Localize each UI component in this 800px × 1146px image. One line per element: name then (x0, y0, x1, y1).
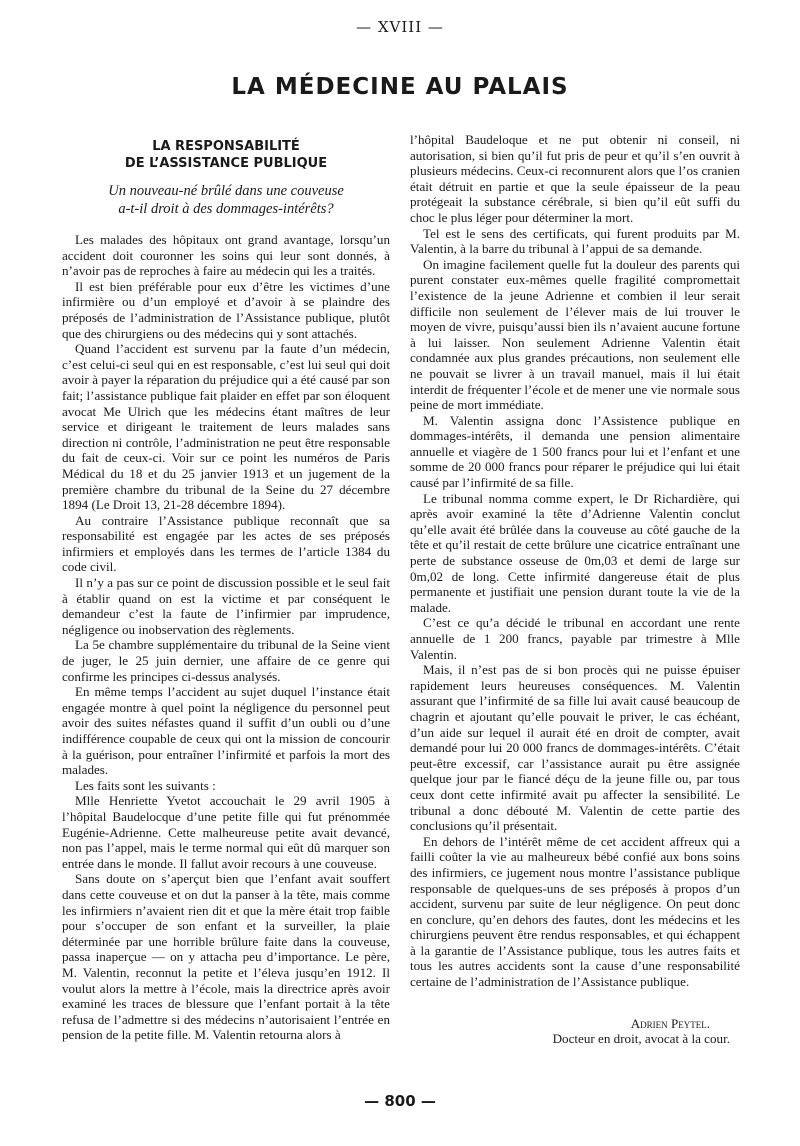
paragraph: Sans doute on s’aperçut bien que l’enfant avait souffert dans cette couveuse et on dut la panser à la tête, mais comme les infirmiers n’avaient rien dit et que la mère était trop faible pour s’occuper de son enfant et la surveiller, la plaie déterminée par une horrible brûlure faite dans la couveuse, passa inaperçue — on y attacha peu d’importance. Le père, M. Valentin, reconnut la petite et l’éleva jusqu’en 1912. Il voulut alors la mettre à l’école, mais la directrice après avoir examiné les traces de blessure que l’enfant portait à la tête refusa de l’admettre si des médecins n’autorisaient l’entrée en pension de la petite fille. M. Valentin retourna alors à (62, 871, 390, 1043)
paragraph: Il est bien préférable pour eux d’être les victimes d’une infirmière ou d’un employé et d’avoir à se plaindre des préposés de l’administration de l’Assistance publique, plutôt que des chirurgiens ou des médecins qui y sont attachés. (62, 278, 390, 341)
article-subtitle-line2: a-t-il droit à des dommages-intérêts? (118, 201, 334, 217)
article-title-line1: LA RESPONSABILITÉ (152, 139, 300, 154)
author-title: Docteur en droit, avocat à la cour. (552, 1031, 730, 1047)
paragraph: Quand l’accident est survenu par la faute d’un médecin, c’est celui-ci seul qui en est responsable, c’est lui seul qui doit avoir à payer la réparation du préjudice qui a été causé par son fait; l’assistance publique fait plaider en effet par son éloquent avocat Me Ulrich que les médecins étant maîtres de leur service et dirigeant le traitement de leurs malades sans direction ni contrôle, l’administration ne peut être responsable du fait de ceux-ci. Voir sur ce point les numéros de Paris Médical du 18 et du 25 janvier 1913 et un jugement de la première chambre du tribunal de la Seine du 27 décembre 1894 (Le Droit 13, 21-28 décembre 1894). (62, 341, 390, 513)
left-column (62, 132, 390, 1043)
article-subtitle-line1: Un nouveau-né brûlé dans une couveuse (108, 183, 344, 199)
paragraph: Le tribunal nomma comme expert, le Dr Richardière, qui après avoir examiné la tête d’Adrienne Valentin conclut qu’elle avait été brûlée dans la couveuse au côté gauche de la tête et qu’il restait de cette brûlure une cicatrice entraînant une perte de substance osseuse de 0m,03 et demi de large sur 0m,02 de long. Cette infirmité dangereuse était de plus permanente et justifiait une pension durant toute la vie de la malade. (410, 490, 740, 615)
paragraph: l’hôpital Baudeloque et ne put obtenir ni conseil, ni autorisation, si bien qu’il fut pris de peur et qu’il s’en ouvrit à plusieurs médecins. Ceux-ci reconnurent alors que l’os cranien était détruit en partie et que la seule épaisseur de la peau protégeait la substance cérébrale, si bien qu’il eût suffi du choc le plus léger pour déterminer la mort. (410, 132, 740, 225)
paragraph: En dehors de l’intérêt même de cet accident affreux qui a failli coûter la vie au malheureux bébé confié aux bons soins des infirmiers, ce jugement nous montre l’assistance publique responsable de quelques-uns de ses préposés à propos d’un accident, survenu par suite de leur négligence. On peut donc en conclure, qu’en dehors des fautes, dont les médecins et les chirurgiens peuvent être rendus responsables, et qui échappent à la garantie de l’Assistance publique, tous les autres faits et tous les autres accidents sont la cause d’une responsabilité certaine de l’administration de l’Assistance publique. (410, 833, 740, 990)
paragraph: En même temps l’accident au sujet duquel l’instance était engagée montre à quel point la négligence du personnel peut avoir des suites néfastes quand il suffit d’un oubli ou d’une indifférence coupable de ceux qui ont la mission de concourir à la guérison, pour entraîner l’infirmité et parfois la mort des malades. (62, 684, 390, 778)
page-number: — 800 — (364, 1092, 436, 1110)
article-title (62, 138, 390, 172)
paragraph: Au contraire l’Assistance publique reconnaît que sa responsabilité est engagée par les actes de ses préposés infirmiers et employés dans les termes de l’article 1384 du code civil. (62, 512, 390, 575)
author-name: Adrien Peytel. (630, 1015, 710, 1031)
paragraph: Mlle Henriette Yvetot accouchait le 29 avril 1905 à l’hôpital Baudelocque d’une petite fille qui fut prénommée Eugénie-Adrienne. Cette malheureuse petite avait devancé, non pas l’appel, mais le terme normal qui eût dû marquer son entrée dans le monde. Il fallut avoir recours à une couveuse. (62, 793, 390, 871)
page-header-roman: — XVIII — (356, 18, 444, 36)
article-title-line2: DE L’ASSISTANCE PUBLIQUE (124, 156, 328, 171)
paragraph: La 5e chambre supplémentaire du tribunal de la Seine vient de juger, le 25 juin dernier, une affaire de ce genre qui confirme les principes ci-dessus analysés. (62, 637, 390, 684)
right-column (410, 132, 740, 1047)
paragraph: Les malades des hôpitaux ont grand avantage, lorsqu’un accident doit couronner les soins qui leur sont donnés, à n’avoir pas de reproches à faire au médecin qui les a traités. (62, 232, 390, 279)
section-title: LA MÉDECINE AU PALAIS (231, 74, 569, 100)
paragraph: On imagine facilement quelle fut la douleur des parents qui purent constater eux-mêmes quelle fragilité compromettait l’existence de la jeune Adrienne et combien il leur serait difficile non seulement de l’élever mais de lui trouver le moyen de vivre, puisqu’aussi bien ils n’avaient aucune fortune à lui laisser. Non seulement Adrienne Valentin était condamnée aux plus grandes précautions, non seulement elle ne pouvait se livrer à un travail manuel, mais il lui était interdit de fréquenter l’école et de mener une vie normale sous peine de mort immédiate. (410, 256, 740, 413)
paragraph: C’est ce qu’a décidé le tribunal en accordant une rente annuelle de 1 200 francs, payable par trimestre à Mlle Valentin. (410, 615, 740, 662)
paragraph: Mais, il n’est pas de si bon procès qui ne puisse épuiser rapidement leurs heureuses conséquences. M. Valentin assurant que l’infirmité de sa fille lui avait causé beaucoup de chagrin et ajoutant qu’elle pouvait le priver, le cas échéant, d’un aide sur lequel il aurait été en droit de compter, avait demandé pour lui 20 000 francs de dommages-intérêts. C’était peut-être excessif, car l’assistance aurait pu être assignée quelque jour par le fiancé déçu de la jeune fille ou, par tous ceux dont cette infirmité avait pu affecter la sensibilité. Le tribunal a donc débouté M. Valentin de cette partie des conclusions qu’il présentait. (410, 662, 740, 834)
paragraph: Les faits sont les suivants : (75, 777, 216, 793)
article-subtitle (62, 182, 390, 218)
paragraph: M. Valentin assigna donc l’Assistence publique en dommages-intérêts, il demanda une pension alimentaire annuelle et viagère de 1 500 francs pour lui et l’enfant et une somme de 20 000 francs pour réparer le préjudice qui lui était causé par l’infirmité de sa fille. (410, 412, 740, 491)
paragraph: Il n’y a pas sur ce point de discussion possible et le seul fait à établir quand on est la victime et par conséquent le demandeur c’est la faute de l’infirmier par imprudence, négligence ou inobservation des règlements. (62, 575, 390, 637)
paragraph: Tel est le sens des certificats, qui furent produits par M. Valentin, à la barre du tribunal à l’appui de sa demande. (410, 225, 740, 257)
